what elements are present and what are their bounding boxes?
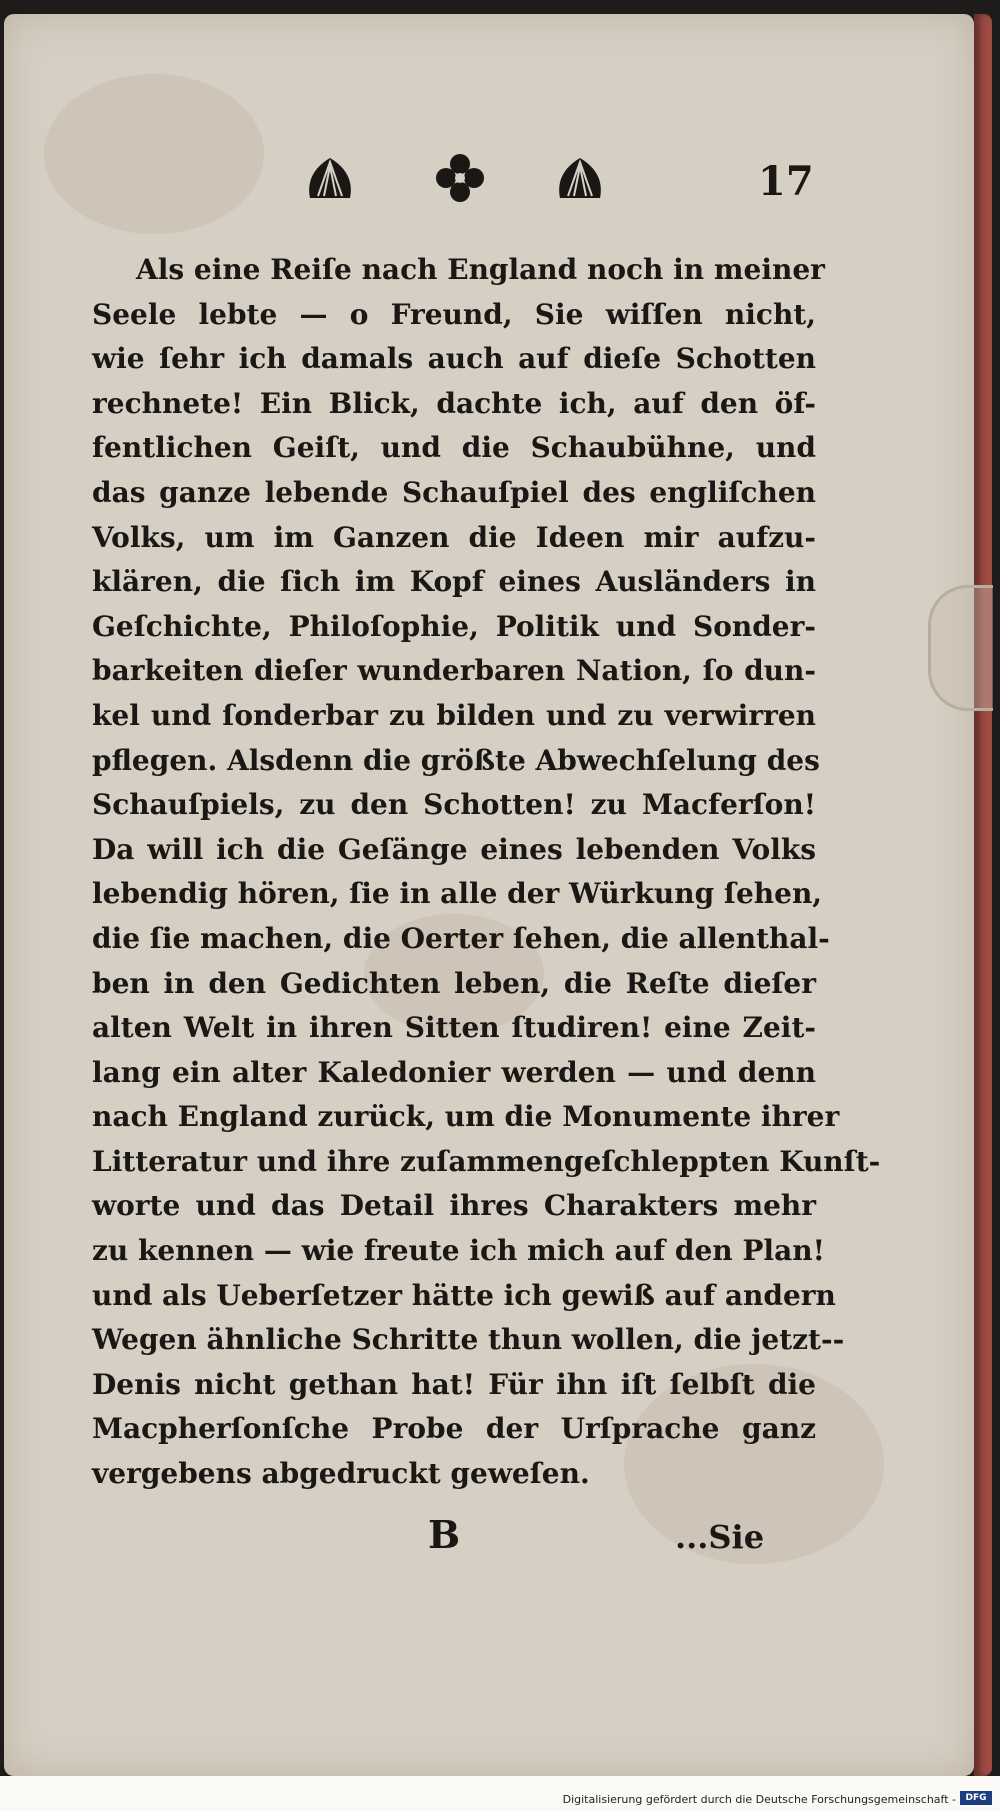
text-line: und als Ueberſetzer hätte ich gewiß auf andern [92,1278,836,1312]
text-line: lang ein alter Kaledonier werden — und denn [92,1055,816,1089]
text-line: vergebens abgedruckt geweſen. [92,1457,590,1491]
text-line: zu kennen — wie freute ich mich auf den Plan! [92,1234,825,1268]
footer-credit[interactable]: Digitalisierung gefördert durch die Deutsche Forschungsgemeinschaft - [562,1793,956,1806]
dfg-logo[interactable]: DFG [960,1791,992,1805]
text-line: Schauſpiels, zu den Schotten! zu Macferſon! [92,788,816,822]
text-line: Wegen ähnliche Schritte thun wollen, die jetzt-- [92,1323,845,1357]
text-line: rechnete! Ein Blick, dachte ich, auf den öf- [92,386,816,420]
text-line: fentlichen Geiſt, und die Schaubühne, und [92,431,816,465]
text-line: alten Welt in ihren Sitten ſtudiren! eine Zeit- [92,1011,816,1045]
text-line: klären, die ſich im Kopf eines Ausländers in [92,565,816,599]
text-line: Als eine Reiſe nach England noch in meiner [136,253,825,286]
text-line: Litteratur und ihre zuſammengeſchleppten Kunſt- [92,1144,881,1178]
header-ornaments [300,148,620,208]
text-line: das ganze lebende Schauſpiel des engliſchen [92,475,816,509]
text-line: kel und ſonderbar zu bilden und zu verwirren [92,698,816,732]
text-line: Geſchichte, Philoſophie, Politik und Sonder- [92,609,816,643]
text-line: lebendig hören, ſie in alle der Würkung ſehen, [92,877,823,911]
text-line: Macpherſonſche Probe der Urſprache ganz [92,1412,816,1446]
text-line: ben in den Gedichten leben, die Reſte dieſer [92,966,816,1000]
book-edge [974,14,992,1776]
body-text [92,248,881,1497]
text-line: die ſie machen, die Oerter ſehen, die allenthal- [92,921,830,955]
page-clasp [928,585,993,711]
page-number: 17 [758,158,814,205]
text-line: pflegen. Alsdenn die größte Abwechſelung des [92,743,820,777]
shell-ornament-icon [309,158,351,198]
text-line: Seele lebte — o Freund, Sie wiſſen nicht, [92,297,816,331]
text-line: Denis nicht gethan hat! Für ihn iſt ſelbſt die [92,1367,816,1401]
signature-mark: B [428,1512,461,1557]
text-line: Volks, um im Ganzen die Ideen mir aufzu- [92,520,816,554]
shell-ornament-icon [559,158,601,198]
text-line: barkeiten dieſer wunderbaren Nation, ſo dun- [92,654,816,688]
text-line: Da will ich die Geſänge eines lebenden Volks [92,832,816,866]
text-line: worte und das Detail ihres Charakters mehr [92,1189,816,1223]
text-line: wie ſehr ich damals auch auf dieſe Schotten [92,342,816,376]
flower-ornament-icon [436,154,484,202]
text-line: nach England zurück, um die Monumente ihrer [92,1100,840,1134]
catchword: ...Sie [675,1518,765,1556]
